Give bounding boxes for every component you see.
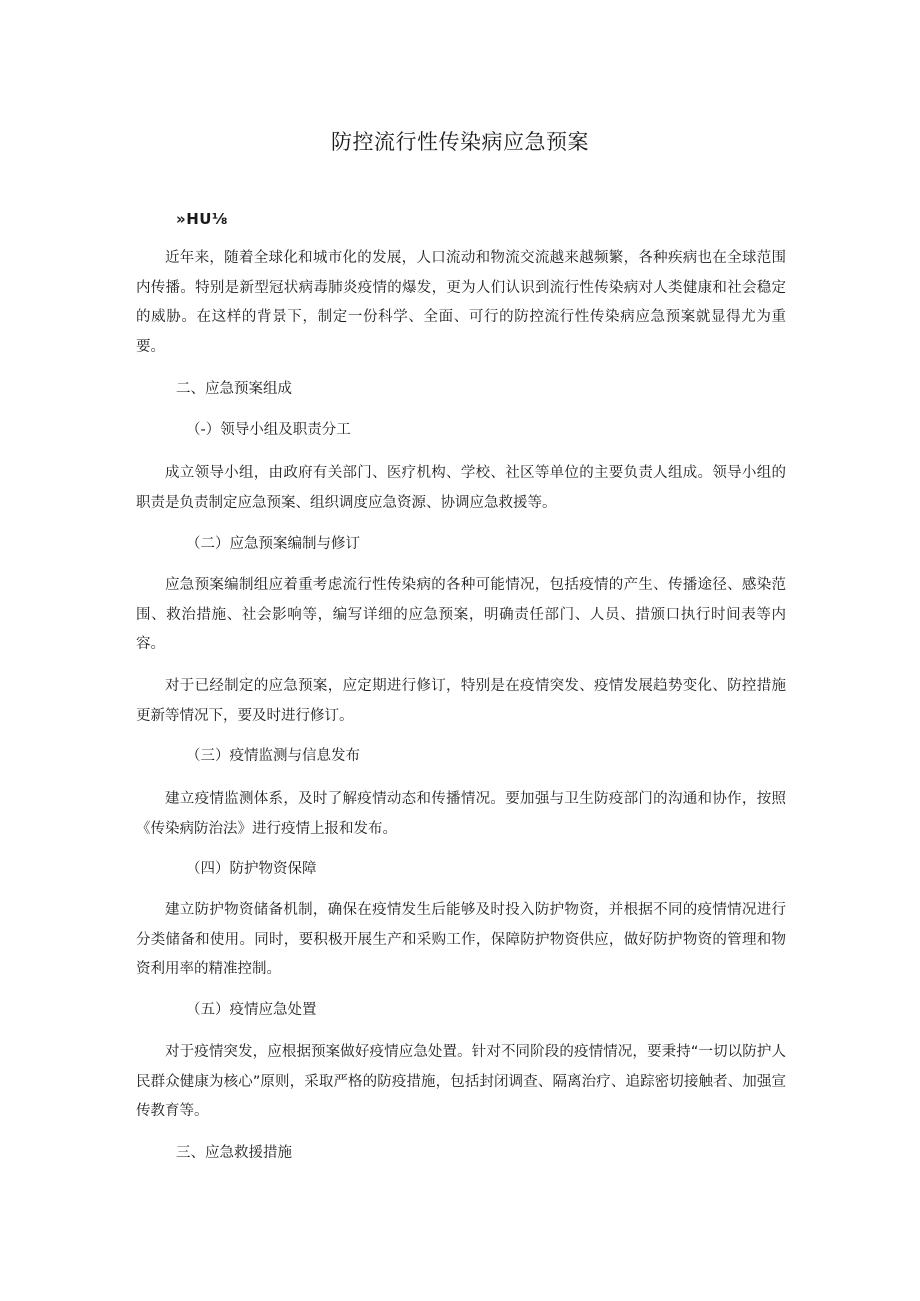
subsection-4-paragraph: 建立防护物资储备机制，确保在疫情发生后能够及时投入防护物资，并根据不同的疫情情况进行分类储备和使用。同时，要积极开展生产和采购工作，保障防护物资供应，做好防护物资的管理和物资利用率的精准控制。	[136, 902, 786, 977]
section-heading-1: »HU⅛	[176, 210, 228, 228]
intro-paragraph: 近年来，随着全球化和城市化的发展，人口流动和物流交流越来越频繁，各种疾病也在全球范围内传播。特别是新型冠状病毒肺炎疫情的爆发，更为人们认识到流行性传染病对人类健康和社会稳定的威胁。在这样的背景下，制定一份科学、全面、可行的防控流行性传染病应急预案就显得尤为重要。	[136, 250, 786, 355]
subsection-heading-2: （二）应急预案编制与修订	[186, 536, 360, 552]
subsection-2-paragraph-2: 对于已经制定的应急预案，应定期进行修订，特别是在疫情突发、疫情发展趋势变化、防控措施更新等情况下，要及时进行修订。	[136, 678, 786, 724]
document-title: 防控流行性传染病应急预案	[331, 130, 589, 154]
subsection-2-paragraph-1: 应急预案编制组应着重考虑流行性传染病的各种可能情况，包括疫情的产生、传播途径、感染范围、救治措施、社会影响等，编写详细的应急预案，明确责任部门、人员、措颁口执行时间表等内容。	[136, 577, 786, 652]
subsection-3-paragraph: 建立疫情监测体系，及时了解疫情动态和传播情况。要加强与卫生防疫部门的沟通和协作，按照《传染病防治法》进行疫情上报和发布。	[136, 791, 786, 837]
section-heading-2: 二、应急预案组成	[176, 381, 292, 397]
subsection-heading-3: （三）疫情监测与信息发布	[186, 748, 360, 764]
subsection-heading-4: （四）防护物资保障	[186, 861, 317, 877]
section-heading-3: 三、应急救援措施	[176, 1145, 292, 1161]
subsection-5-paragraph: 对于疫情突发，应根据预案做好疫情应急处置。针对不同阶段的疫情情况，要秉持“一切以防护人民群众健康为核心”原则，采取严格的防疫措施，包括封闭调查、隔离治疗、追踪密切接触者、加强宣传教育等。	[136, 1044, 786, 1119]
subsection-heading-5: （五）疫情应急处置	[186, 1002, 317, 1018]
subsection-heading-1: （-）领导小组及职责分工	[186, 422, 351, 438]
subsection-1-paragraph: 成立领导小组，由政府有关部门、医疗机构、学校、社区等单位的主要负责人组成。领导小组的职责是负责制定应急预案、组织调度应急资源、协调应急救援等。	[136, 465, 786, 511]
